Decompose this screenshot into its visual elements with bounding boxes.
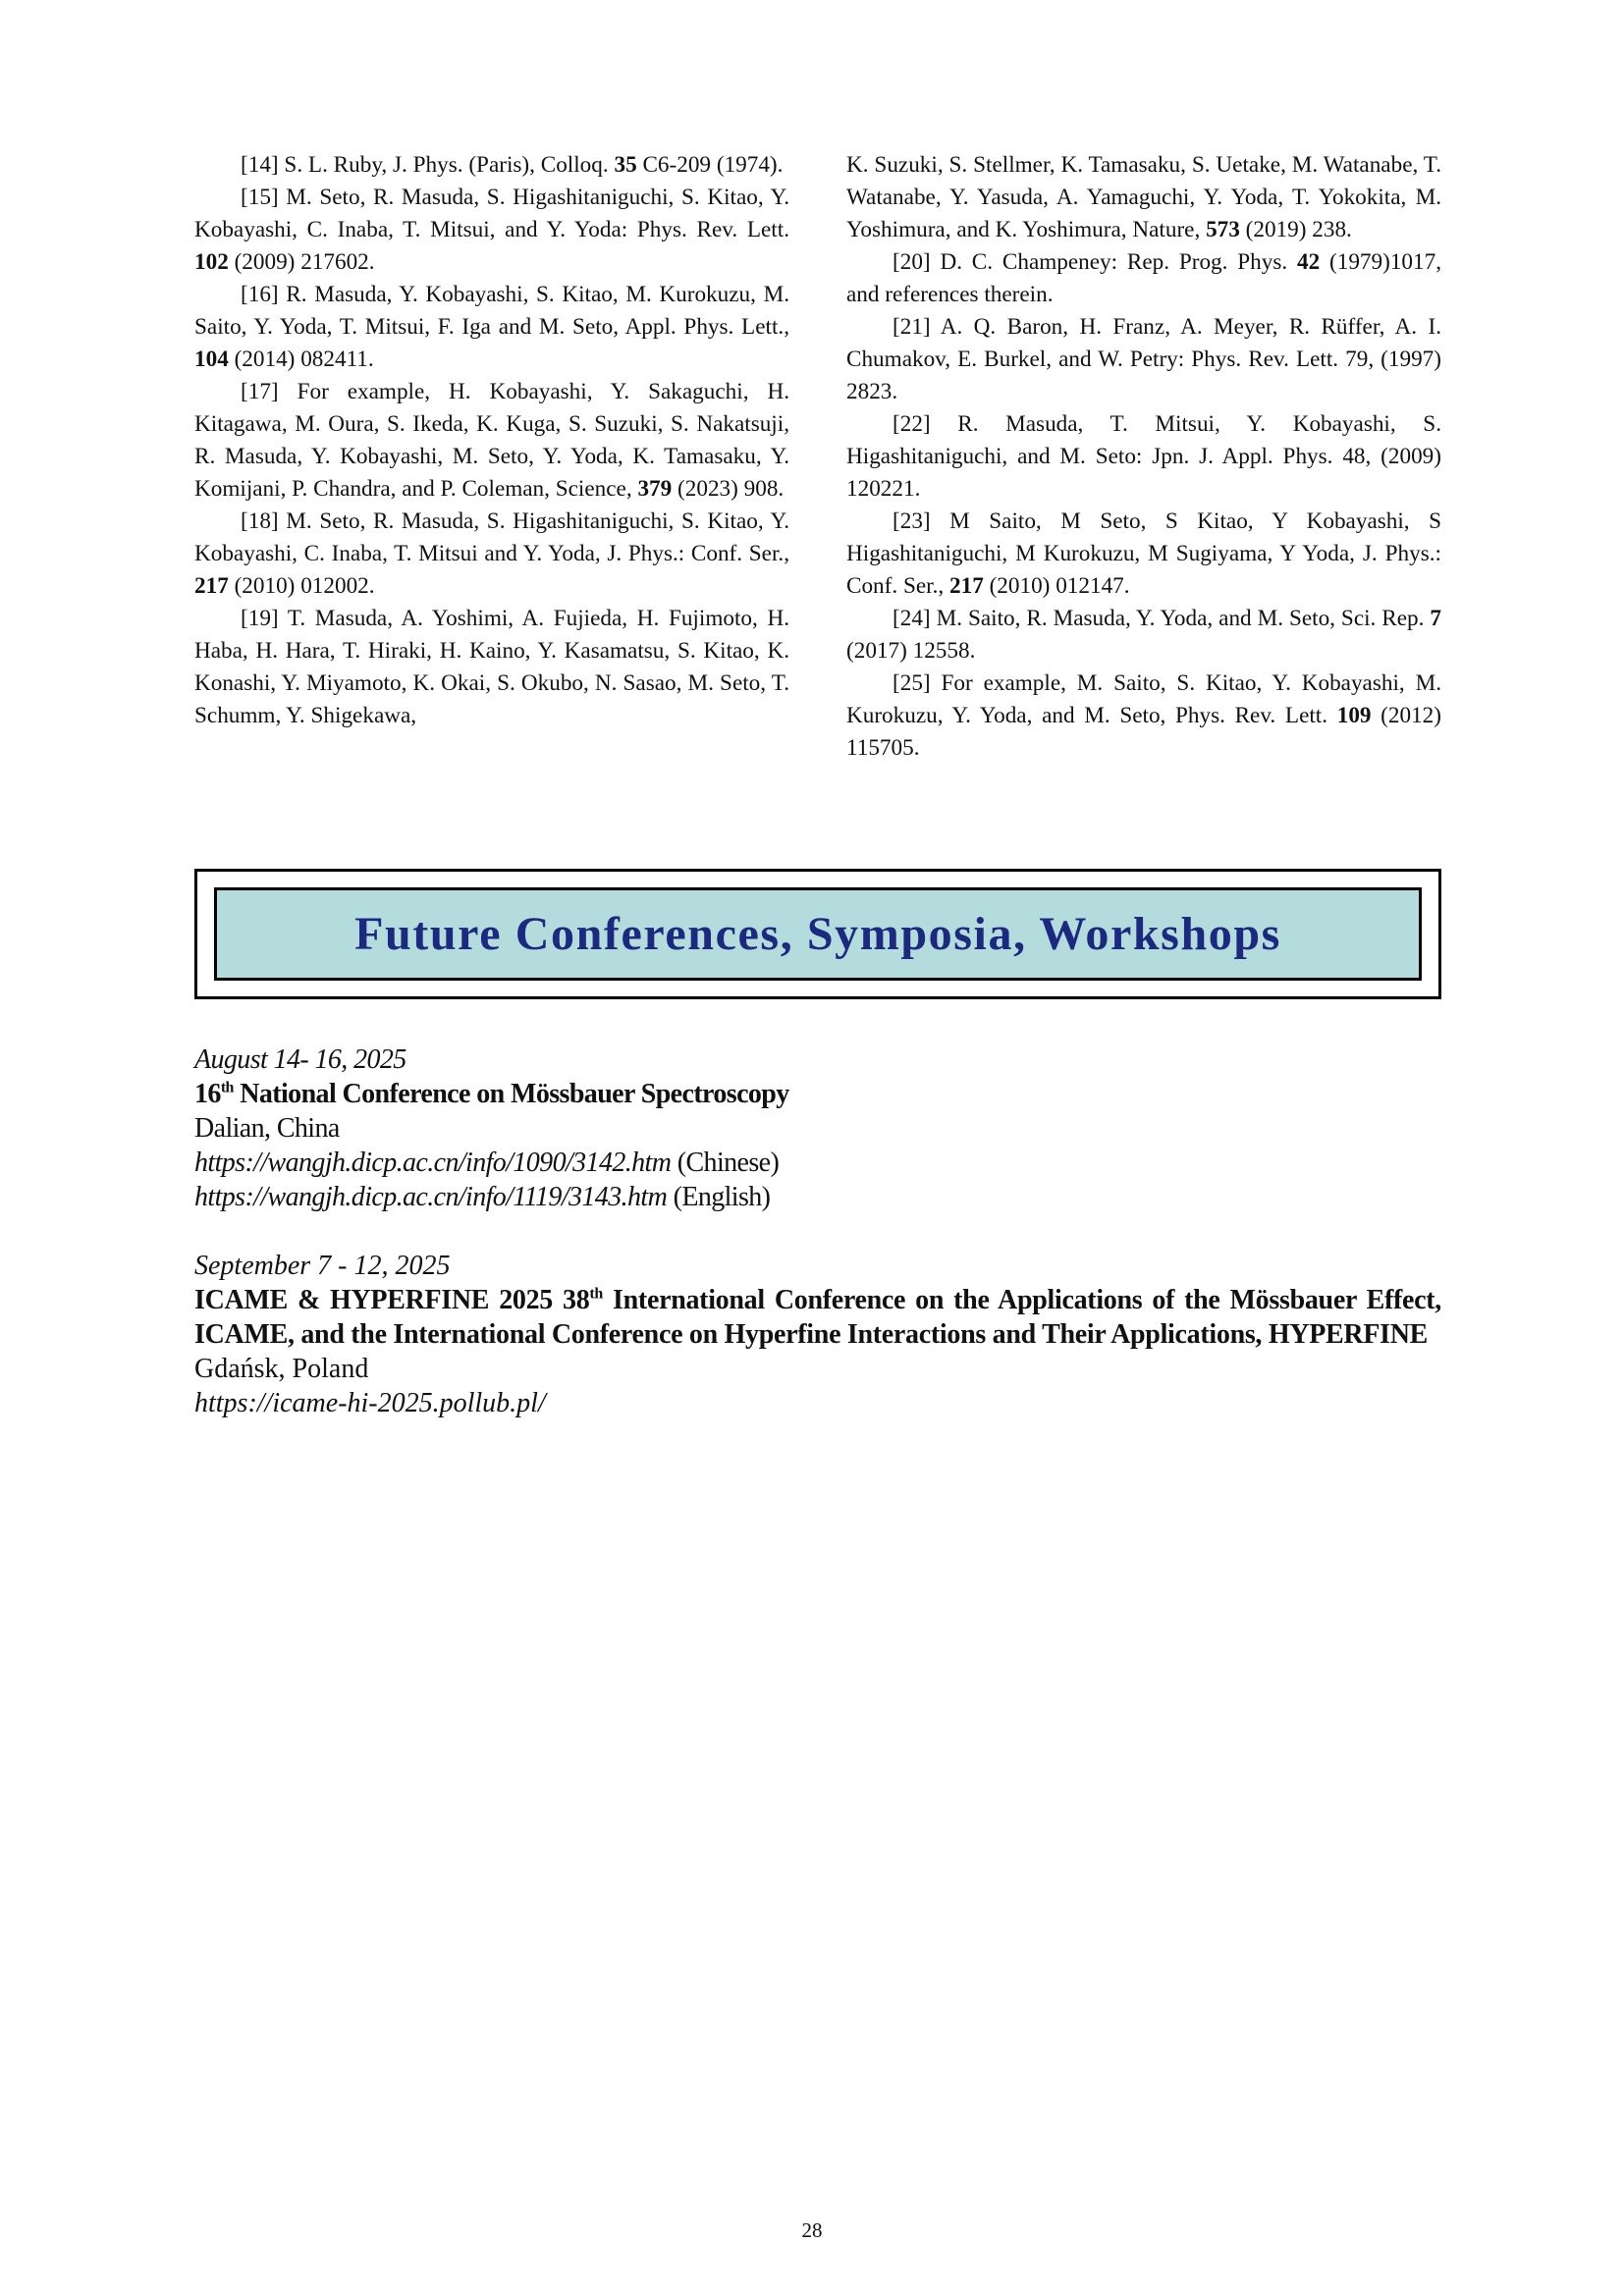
reference-volume: 573 (1206, 217, 1240, 242)
reference-text: (2017) 12558. (846, 638, 976, 664)
reference-volume: 217 (194, 573, 229, 599)
reference-24 (846, 603, 1441, 667)
reference-volume: 217 (949, 573, 984, 599)
reference-text: [18] M. Seto, R. Masuda, S. Higashitaniguchi, S. Kitao, Y. Kobayashi, C. Inaba, T. Mitsui and Y. Yoda, J. Phys.: Conf. Ser., (194, 508, 789, 566)
reference-text: C6-209 (1974). (636, 152, 784, 178)
reference-volume: 379 (637, 476, 673, 502)
conference-location: Gdańsk, Poland (194, 1354, 369, 1384)
conference-entry (194, 1249, 1441, 1420)
reference-20 (846, 246, 1441, 311)
reference-volume: 102 (194, 249, 229, 275)
reference-volume: 104 (194, 347, 229, 372)
reference-text: (2010) 012147. (983, 573, 1130, 599)
reference-text: [19] T. Masuda, A. Yoshimi, A. Fujieda, H. Fujimoto, H. Haba, H. Hara, T. Hiraki, H. Kaino, Y. Kasamatsu, S. Kitao, K. Konashi, Y. Miyamoto, K. Okai, S. Okubo, N. Sasao, M. Seto, T. Schumm, Y. Shigekawa, (194, 606, 789, 728)
reference-text: [16] R. Masuda, Y. Kobayashi, S. Kitao, M. Kurokuzu, M. Saito, Y. Yoda, T. Mitsui, F. Iga and M. Seto, Appl. Phys. Lett., (194, 282, 789, 340)
conference-entry (194, 1042, 1441, 1214)
references-right-column (846, 149, 1441, 765)
conference-link[interactable]: https://wangjh.dicp.ac.cn/info/1090/3142.htm (194, 1148, 672, 1178)
reference-volume: 7 (1430, 606, 1441, 631)
reference-14 (194, 149, 789, 182)
reference-text: [14] S. L. Ruby, J. Phys. (Paris), Colloq. (241, 152, 615, 178)
conference-name-text: ICAME & HYPERFINE 2025 38 (194, 1285, 590, 1315)
reference-19 (194, 603, 789, 732)
reference-text: [17] For example, H. Kobayashi, Y. Sakaguchi, H. Kitagawa, M. Oura, S. Ikeda, K. Kuga, S. Suzuki, S. Nakatsuji, R. Masuda, Y. Kobayashi, M. Seto, Y. Yoda, K. Tamasaku, Y. Komijani, P. Chandra, and P. Coleman, Science, (194, 379, 789, 502)
section-banner-inner (214, 887, 1422, 981)
conference-name (194, 1283, 1441, 1352)
reference-text: [24] M. Saito, R. Masuda, Y. Yoda, and M. Seto, Sci. Rep. (893, 606, 1431, 631)
reference-text: [15] M. Seto, R. Masuda, S. Higashitaniguchi, S. Kitao, Y. Kobayashi, C. Inaba, T. Mitsui, and Y. Yoda: Phys. Rev. Lett. (194, 185, 789, 242)
conference-name (194, 1077, 1441, 1111)
reference-volume: 109 (1336, 703, 1372, 728)
reference-text: (2023) 908. (672, 476, 785, 502)
conference-link-line (194, 1180, 1441, 1214)
reference-text: [22] R. Masuda, T. Mitsui, Y. Kobayashi, S. Higashitaniguchi, and M. Seto: Jpn. J. Appl. Phys. 48, (2009) 120221. (846, 411, 1441, 502)
reference-15 (194, 182, 789, 279)
conference-location: Dalian, China (194, 1113, 340, 1144)
conference-link-line (194, 1386, 1441, 1420)
ordinal-suffix: th (220, 1079, 234, 1096)
reference-text: (2012) 115705. (846, 703, 1441, 761)
reference-text: [25] For example, M. Saito, S. Kitao, Y. Kobayashi, M. Kurokuzu, Y. Yoda, and M. Seto, Phys. Rev. Lett. (846, 670, 1441, 728)
reference-text: (2014) 082411. (228, 347, 374, 372)
reference-text: [21] A. Q. Baron, H. Franz, A. Meyer, R. Rüffer, A. I. Chumakov, E. Burkel, and W. Petry: Phys. Rev. Lett. 79, (1997) 2823. (846, 314, 1441, 404)
reference-25 (846, 667, 1441, 765)
reference-19-continued (846, 149, 1441, 246)
link-language-note: (Chinese) (671, 1148, 780, 1178)
reference-text: (2010) 012002. (228, 573, 375, 599)
reference-22 (846, 408, 1441, 506)
page-number: 28 (801, 2218, 823, 2242)
reference-text: (2009) 217602. (228, 249, 375, 275)
section-banner (194, 869, 1441, 999)
conference-date: August 14- 16, 2025 (194, 1044, 406, 1075)
reference-text: [23] M Saito, M Seto, S Kitao, Y Kobayashi, S Higashitaniguchi, M Kurokuzu, M Sugiyama, Y Yoda, J. Phys.: Conf. Ser., (846, 508, 1441, 599)
reference-volume: 42 (1297, 249, 1321, 275)
reference-text: K. Suzuki, S. Stellmer, K. Tamasaku, S. Uetake, M. Watanabe, T. Watanabe, Y. Yasuda, A. Yamaguchi, Y. Yoda, T. Yokokita, M. Yoshimura, and K. Yoshimura, Nature, (846, 152, 1441, 242)
conference-link[interactable]: https://icame-hi-2025.pollub.pl/ (194, 1388, 546, 1418)
reference-16 (194, 279, 789, 376)
section-title: Future Conferences, Symposia, Workshops (354, 908, 1281, 960)
conference-name-text: National Conference on Mössbauer Spectroscopy (233, 1079, 789, 1109)
ordinal-suffix: th (589, 1285, 604, 1303)
reference-volume: 35 (614, 152, 637, 178)
reference-17 (194, 376, 789, 506)
conference-link[interactable]: https://wangjh.dicp.ac.cn/info/1119/3143.htm (194, 1182, 668, 1212)
reference-18 (194, 506, 789, 603)
link-language-note: (English) (667, 1182, 771, 1212)
reference-text: (2019) 238. (1239, 217, 1352, 242)
reference-21 (846, 311, 1441, 408)
reference-text: [20] D. C. Champeney: Rep. Prog. Phys. (893, 249, 1297, 275)
conference-date: September 7 - 12, 2025 (194, 1251, 451, 1281)
conference-link-line (194, 1146, 1441, 1180)
reference-text: (1979)1017, and references therein. (846, 249, 1441, 307)
references-left-column (194, 149, 789, 732)
conference-name-text: International Conference on the Applications of the Mössbauer Effect, ICAME, and the International Conference on Hyperfine Interactions and Their Applications, HYPERFINE (194, 1285, 1441, 1350)
reference-23 (846, 506, 1441, 603)
conference-name-text: 16 (194, 1079, 221, 1109)
